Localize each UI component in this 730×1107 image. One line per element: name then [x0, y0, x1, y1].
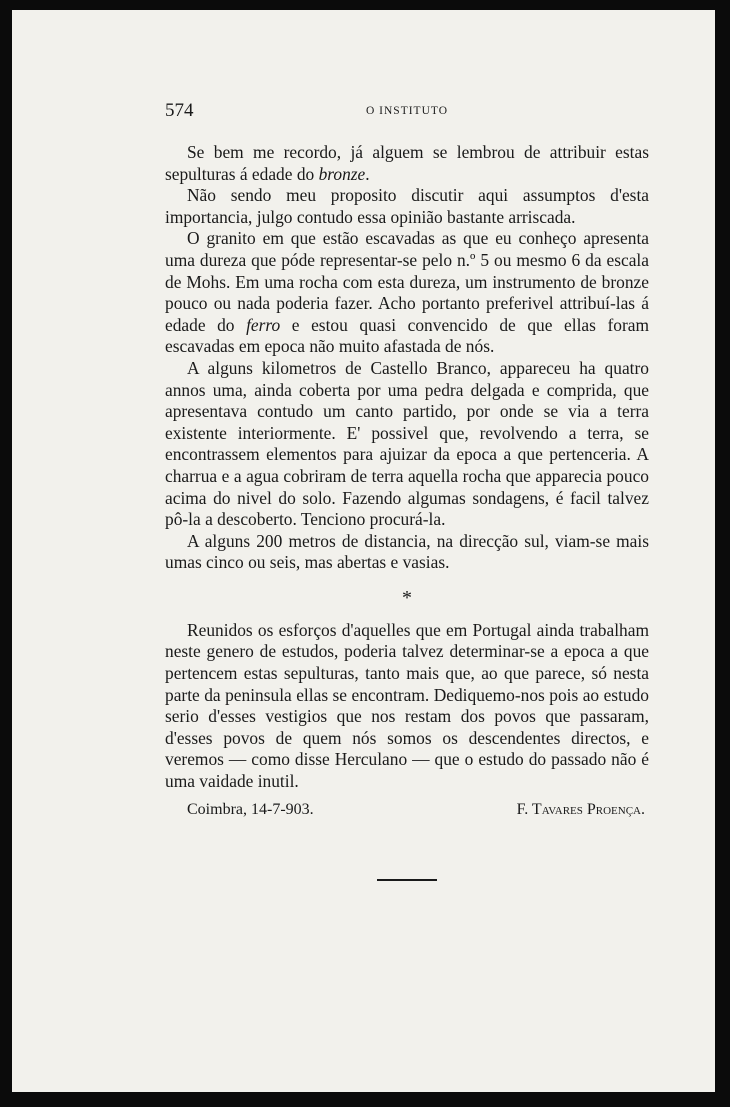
page-header	[165, 100, 649, 130]
paragraph-opinion: Não sendo meu proposito discutir aqui assumptos d'esta importancia, julgo contudo essa opinião bastante arriscada.	[165, 185, 649, 227]
author-name: F. Tavares Proença.	[516, 800, 645, 818]
place-date: Coimbra, 14-7-903.	[187, 800, 314, 818]
paragraph-text: O granito em que estão escavadas as que eu conheço apresenta uma dureza que póde representar-se pelo n.º 5 ou mesmo 6 da escala de Mohs. Em uma rocha com esta dureza, um instrumento de bronze pouco ou nada poderia fazer. Acho portanto preferivel attribuí-las á edade do	[165, 228, 649, 335]
paragraph-bronze-age	[165, 142, 649, 185]
closing-rule	[377, 879, 437, 881]
paragraph-conclusion: Reunidos os esforços d'aquelles que em Portugal ainda trabalham neste genero de estudos, poderia talvez determinar-se a epoca a que pertencem estas sepulturas, tanto mais que, ao que parece, só nesta parte da peninsula ellas se encontram. Dediquemo-nos pois ao estudo serio d'esses vestigios que nos restam dos povos que passaram, d'esses povos de quem nós somos os descendentes directos, e veremos — como disse Herculano — que o estudo do passado não é uma vaidade inutil.	[165, 619, 649, 792]
italic-term-bronze: bronze	[318, 163, 366, 184]
paragraph-castello-branco: A alguns kilometros de Castello Branco, appareceu ha quatro annos uma, ainda coberta por uma pedra delgada e comprida, que apresentava contudo um canto partido, por onde se via a terra existente interiormente. E' possivel que, revolvendo a terra, se encontrassem elementos para ajuizar da epoca a que pertenceria. A charrua e a agua cobriram de terra aquella rocha que apparecia pouco acima do nivel do solo. Fazendo algumas sondagens, é facil talvez pô-la a descoberto. Tenciono procurá-la.	[165, 357, 649, 530]
scanned-page	[12, 10, 715, 1092]
paragraph-text: .	[365, 163, 370, 184]
running-title: O INSTITUTO	[365, 105, 449, 117]
page-number: 574	[165, 100, 194, 121]
section-separator: *	[402, 586, 412, 609]
signature-line	[165, 801, 649, 827]
paragraph-distance: A alguns 200 metros de distancia, na direcção sul, viam-se mais umas cinco ou seis, mas abertas e vasias.	[165, 530, 649, 573]
paragraph-text: Se bem me recordo, já alguem se lembrou de attribuir estas sepulturas á edade do	[165, 142, 649, 184]
italic-term-iron: ferro	[246, 314, 281, 335]
page-content	[165, 100, 649, 881]
paragraph-text: e estou quasi convencido de que ellas foram escavadas em epoca não muito afastada de nós.	[165, 314, 649, 357]
article-body	[165, 142, 649, 793]
paragraph-granite	[165, 228, 649, 358]
